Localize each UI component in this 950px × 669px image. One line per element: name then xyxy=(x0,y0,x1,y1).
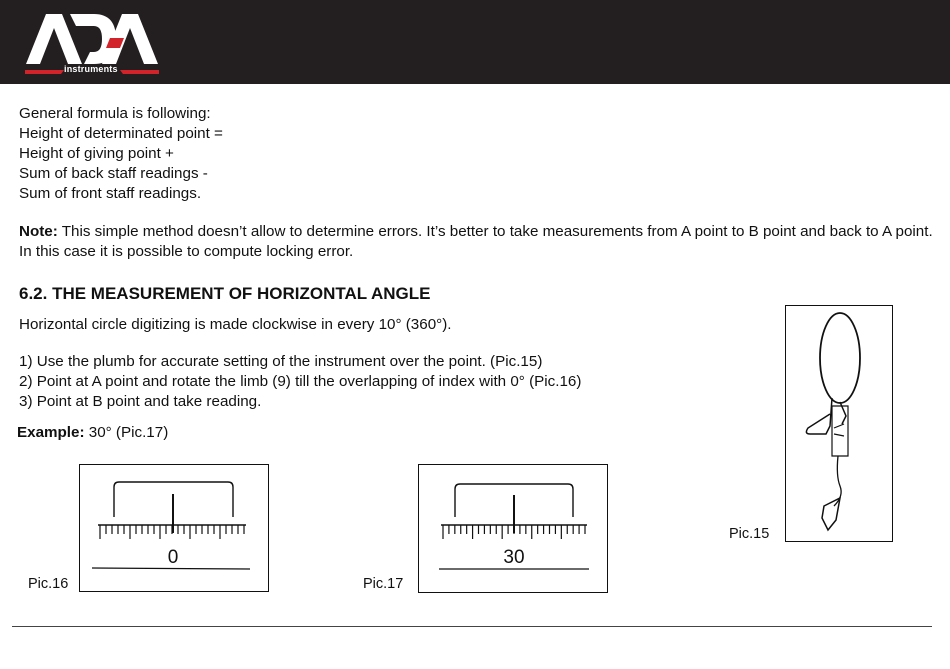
formula-line: General formula is following: xyxy=(19,105,211,122)
steps-list xyxy=(19,352,581,412)
pic16-caption: Pic.16 xyxy=(28,576,69,592)
plumb-image xyxy=(786,306,892,541)
note-text: This simple method doesn’t allow to determine errors. It’s better to take measurements from A point to B point and back to A point. In this case it is possible to compute locking error. xyxy=(19,223,933,260)
step-item: 2) Point at A point and rotate the limb (9) till the overlapping of index with 0° (Pic.16) xyxy=(19,373,582,390)
pic15-figure xyxy=(785,305,893,542)
example-label: Example: xyxy=(17,424,85,441)
footer-divider xyxy=(12,626,932,627)
section-heading: 6.2. THE MEASUREMENT OF HORIZONTAL ANGLE xyxy=(19,284,431,303)
scale-value: 0 xyxy=(167,547,179,568)
pic17-figure xyxy=(418,464,608,593)
formula-line: Height of determinated point = xyxy=(19,125,223,142)
formula-line: Height of giving point + xyxy=(19,145,174,162)
note-paragraph xyxy=(19,222,939,262)
formula-line: Sum of front staff readings. xyxy=(19,185,202,202)
step-item: 3) Point at B point and take reading. xyxy=(19,393,262,410)
formula-line: Sum of back staff readings - xyxy=(19,165,208,182)
logo-subtitle: instruments xyxy=(64,64,118,74)
pic16-figure xyxy=(79,464,269,592)
scale-value: 30 xyxy=(503,547,525,568)
pic15-caption: Pic.15 xyxy=(729,526,770,542)
note-label: Note: xyxy=(19,223,58,240)
example-text: 30° (Pic.17) xyxy=(84,424,169,441)
formula-block xyxy=(19,104,223,204)
section-intro: Horizontal circle digitizing is made clockwise in every 10° (360°). xyxy=(19,316,452,333)
pic17-caption: Pic.17 xyxy=(363,576,404,592)
step-item: 1) Use the plumb for accurate setting of the instrument over the point. (Pic.15) xyxy=(19,353,543,370)
example-line xyxy=(17,423,168,443)
scale-reading-image xyxy=(419,465,607,592)
page-header xyxy=(0,0,950,84)
scale-reading-image xyxy=(80,465,268,591)
